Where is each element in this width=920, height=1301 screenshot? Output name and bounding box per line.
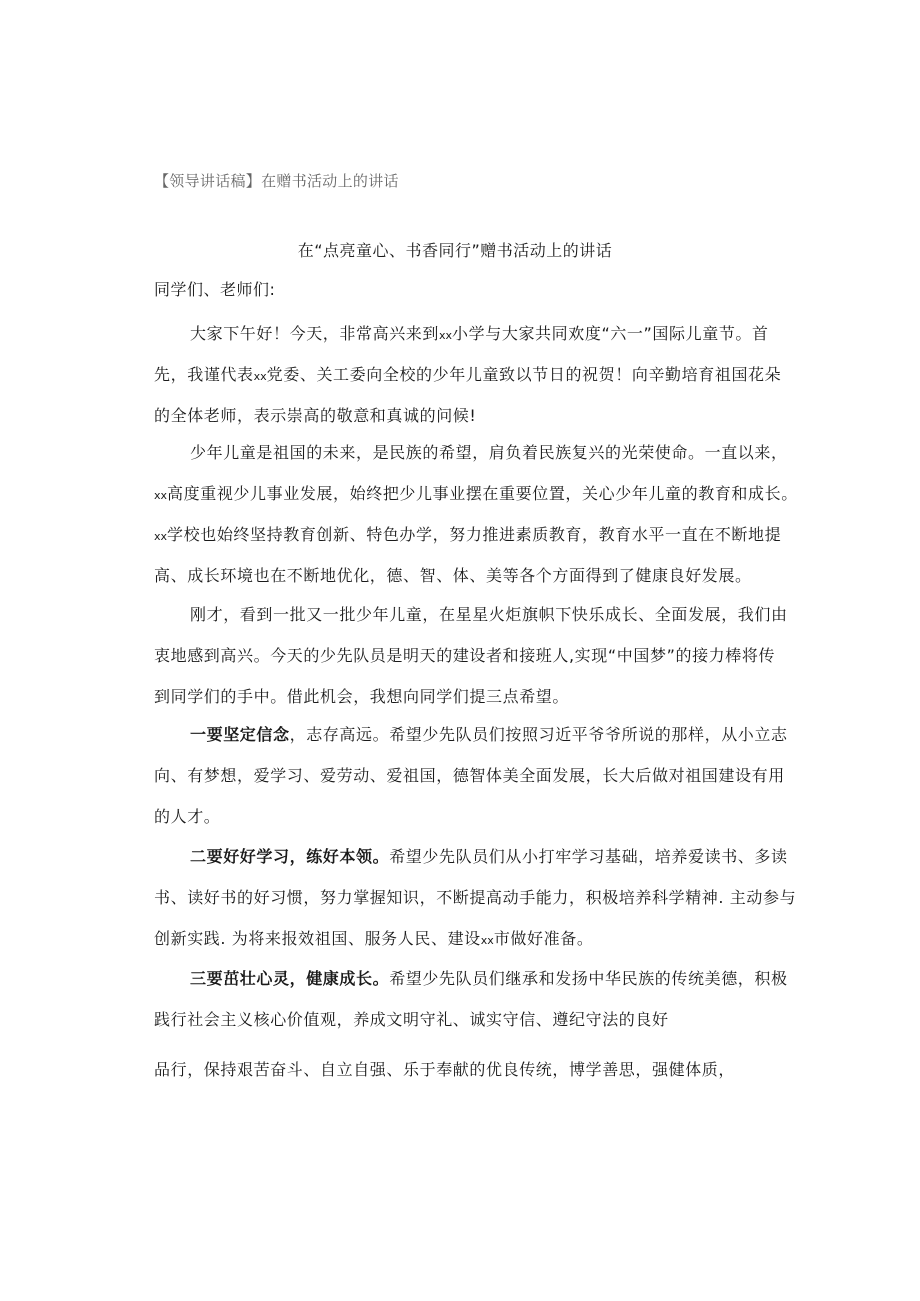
text-line: 大家下午好！今天，非常高兴来到xx小学与大家共同欢度“六一”国际儿童节。首: [190, 324, 769, 343]
text-line: 一要坚定信念，志存高远。希望少先队员们按照习近平爷爷所说的那样，从小立志: [190, 725, 788, 744]
text-line: 先，我谨代表xx党委、关工委向全校的少年儿童致以节日的祝贺！向辛勤培育祖国花朵: [154, 365, 782, 384]
paragraph-children-future: [154, 432, 798, 596]
text-line: 书、读好书的好习惯，努力掌握知识，不断提高动手能力，积极培养科学精神. 主动参与: [154, 888, 797, 907]
paragraph-hope-three: [154, 958, 788, 1040]
text-line: 到同学们的手中。借此机会，我想向同学们提三点希望。: [154, 687, 570, 706]
text-line: 的全体老师，表示崇高的敬意和真诚的问候!: [154, 406, 477, 425]
text-line: 高、成长环境也在不断地优化，德、智、体、美等各个方面得到了健康良好发展。: [154, 566, 752, 585]
text-line: 少年儿童是祖国的未来，是民族的希望，肩负着民族复兴的光荣使命。一直以来，: [190, 443, 788, 462]
paragraph-continuation: [154, 1049, 754, 1090]
paragraph-greeting: [154, 313, 782, 436]
text-line: xx学校也始终坚持教育创新、特色办学，努力推进素质教育，教育水平一直在不断地提: [154, 525, 782, 544]
paragraph-hope-two: [154, 836, 797, 959]
text-line: 刚才，看到一批又一批少年儿童，在星星火炬旗帜下快乐成长、全面发展，我们由: [190, 605, 788, 624]
text-line: 衷地感到高兴。今天的少先队员是明天的建设者和接班人,实现“中国梦”的接力棒将传: [154, 646, 776, 665]
hope-heading: 三要茁壮心灵，健康成长。: [190, 969, 390, 988]
paragraph-hopes-intro: [154, 594, 788, 717]
text-line: 的人才。: [154, 807, 221, 826]
text-line: xx高度重视少儿事业发展，始终把少儿事业摆在重要位置，关心少年儿童的教育和成长。: [154, 484, 798, 503]
paragraph-hope-one: [154, 714, 788, 837]
hope-heading: 二要好好学习，练好本领。: [190, 847, 390, 866]
text-line: 创新实践. 为将来报效祖国、服务人民、建设xx市做好准备。: [154, 929, 594, 948]
hope-heading: 一要坚定信念: [190, 725, 290, 744]
text-line: 践行社会主义核心价值观，养成文明守礼、诚实守信、遵纪守法的良好: [154, 1010, 669, 1029]
text-line: 三要茁壮心灵，健康成长。希望少先队员们继承和发扬中华民族的传统美德，积极: [190, 969, 788, 988]
salutation: 同学们、老师们:: [154, 280, 276, 299]
text-line: 向、有梦想，爱学习、爱劳动、爱祖国，德智体美全面发展，长大后做对祖国建设有用: [154, 766, 785, 785]
speech-title: 在“点亮童心、书香同行”赠书活动上的讲话: [297, 241, 613, 260]
document-header: 【领导讲话稿】在赠书活动上的讲话: [154, 172, 399, 190]
text-line: 品行，保持艰苦奋斗、自立自强、乐于奉献的优良传统，博学善思，强健体质，: [154, 1060, 736, 1079]
text-line: 二要好好学习，练好本领。希望少先队员们从小打牢学习基础，培养爱读书、多读: [190, 847, 788, 866]
